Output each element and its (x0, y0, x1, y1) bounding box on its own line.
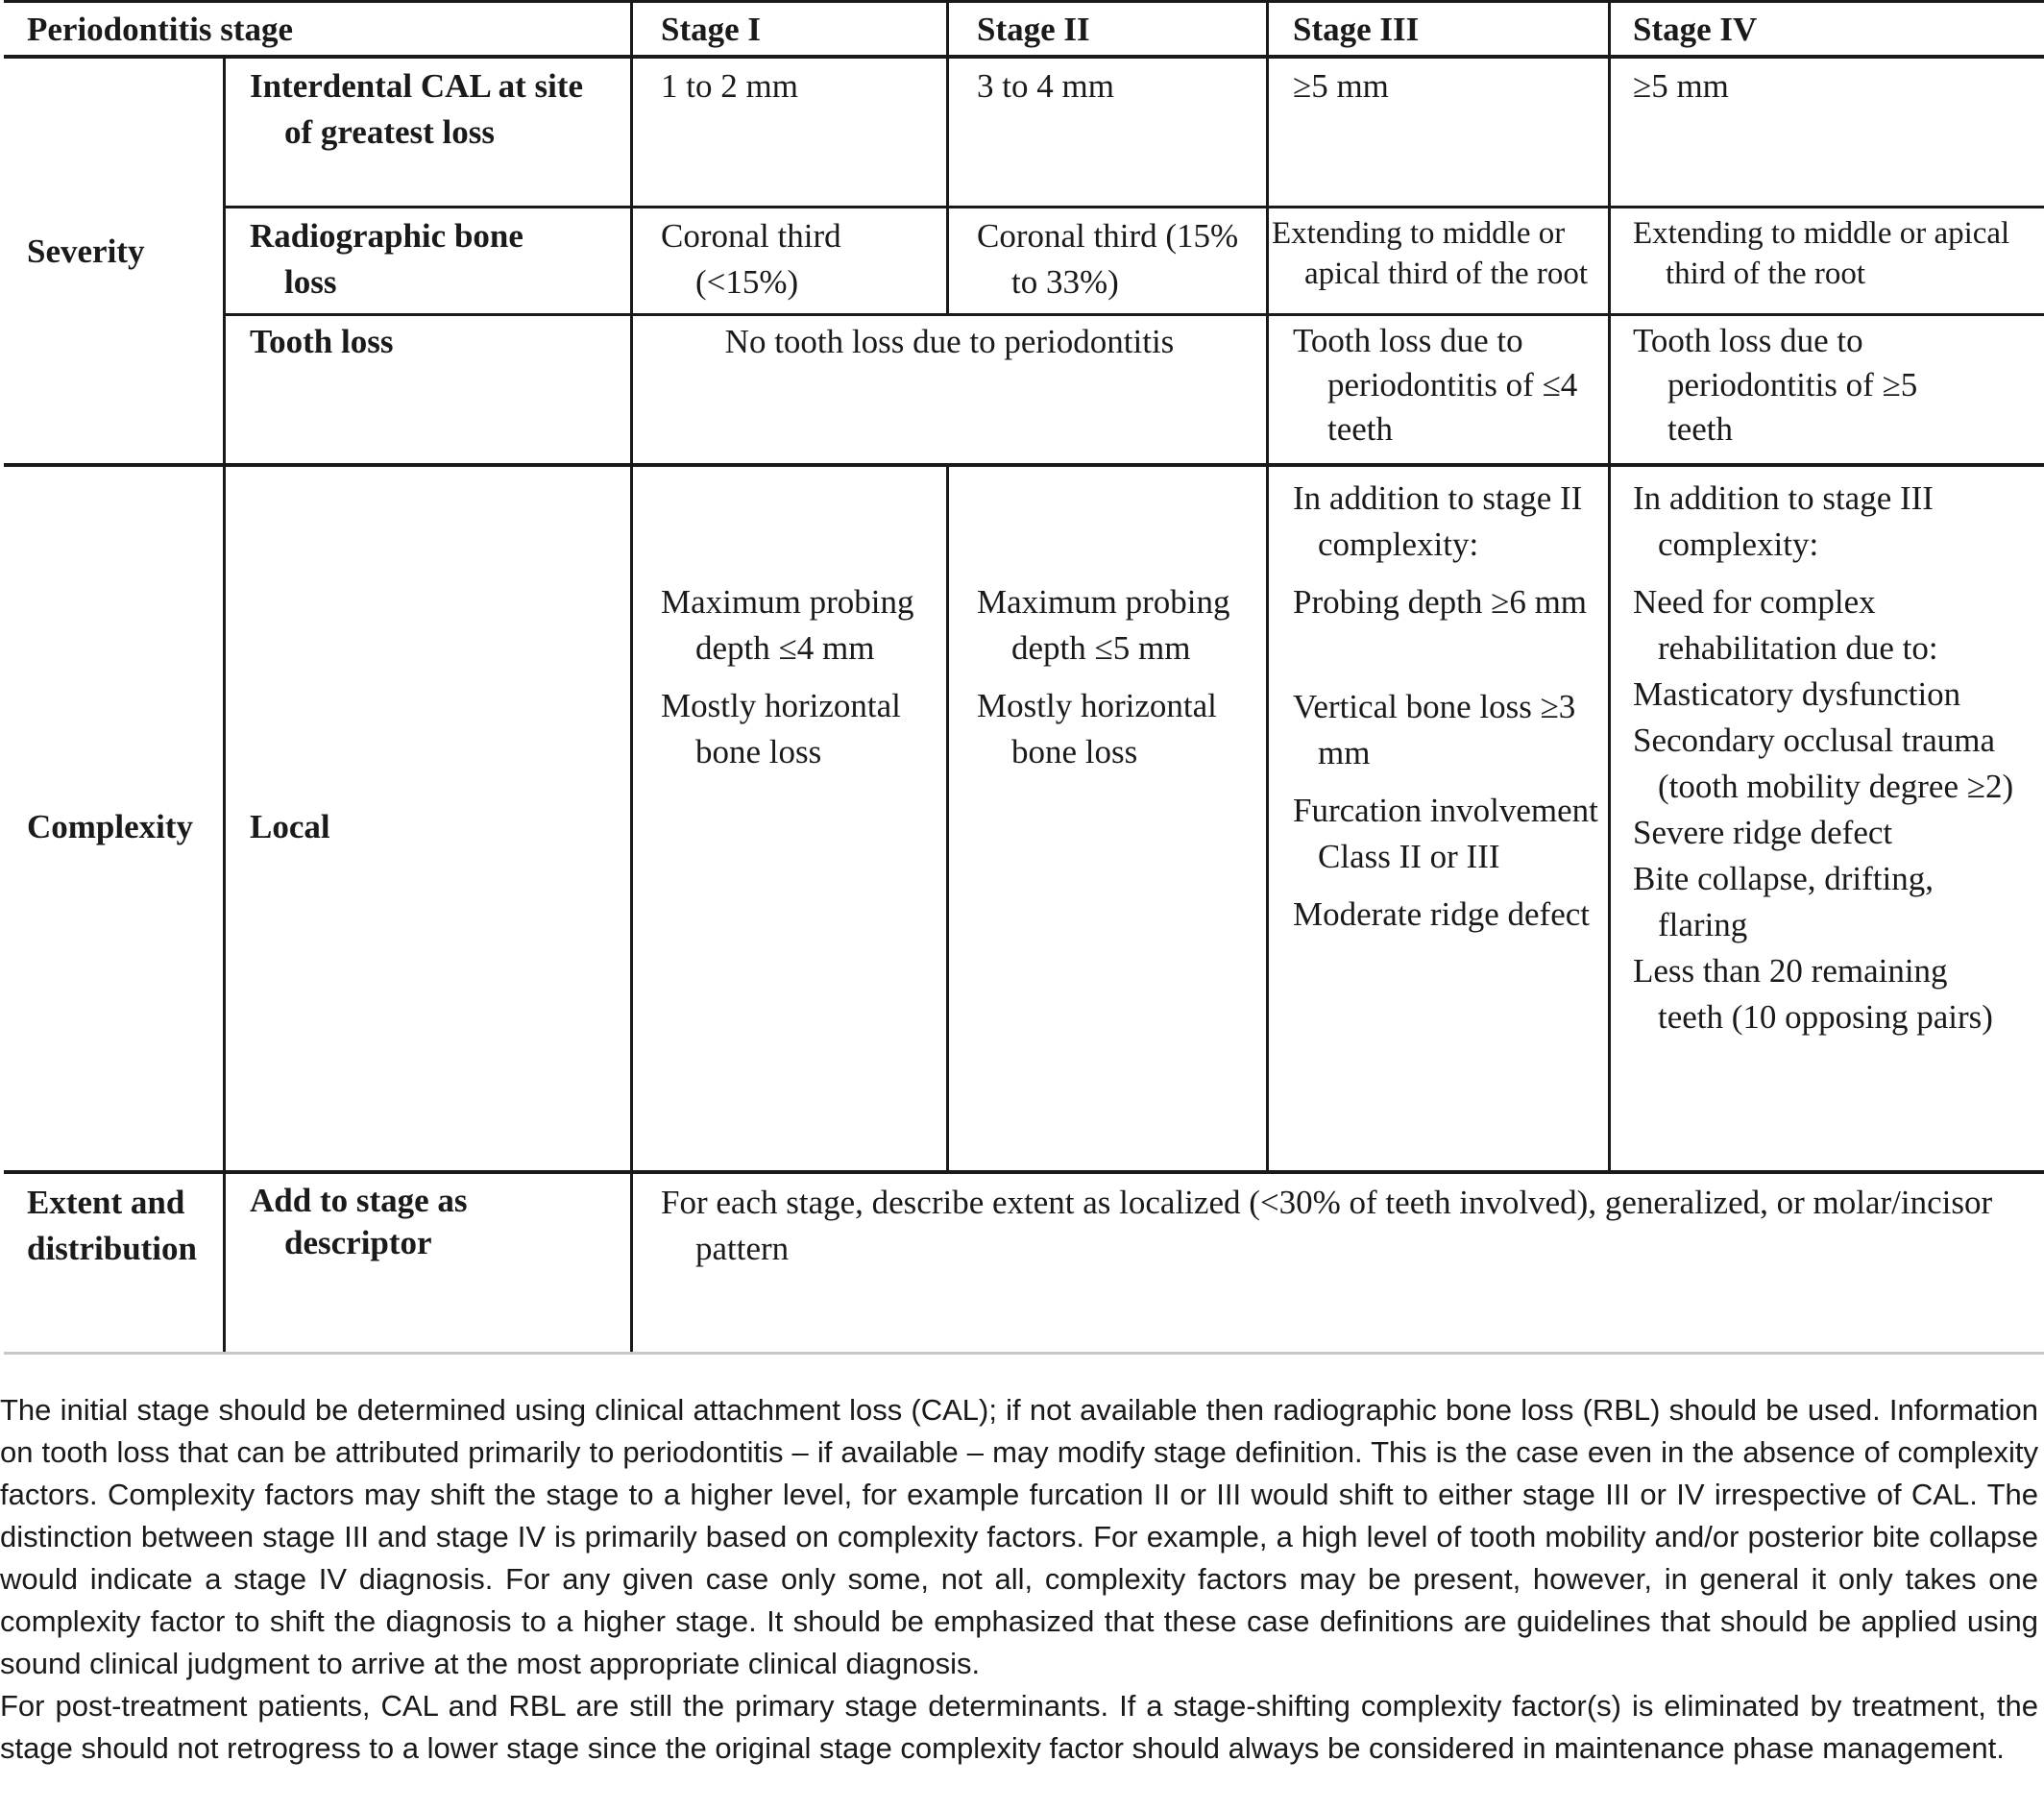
col-divider-1 (223, 59, 226, 1352)
tooth-loss-stage-1-2: No tooth loss due to periodontitis (724, 323, 1175, 360)
rbl-stage-1: Coronal third (<15%) (661, 217, 841, 301)
complexity-stage-4-item: Secondary occlusal trauma (tooth mobility degree ≥2) (1633, 722, 2014, 805)
complexity-stage-1-item: Mostly horizontal bone loss (661, 687, 901, 770)
complexity-stage-3-item: Vertical bone loss ≥3 mm (1293, 688, 1576, 771)
rbl-stage-3: Extending to middle or apical third of the root (1272, 216, 1589, 291)
cal-stage-1: 1 to 2 mm (661, 67, 798, 105)
cal-label: Interdental CAL at site of greatest loss (250, 67, 584, 151)
complexity-stage-4-item: Need for complex rehabilitation due to: (1633, 583, 1938, 667)
cal-stage-4: ≥5 mm (1633, 67, 1729, 105)
complexity-stage-4-item: Less than 20 remaining teeth (10 opposing pairs) (1633, 952, 1993, 1036)
complexity-stage-4 (1633, 476, 2017, 1040)
complexity-stage-3 (1293, 476, 1600, 938)
complexity-stage-1-item: Maximum probing depth ≤4 mm (661, 583, 914, 667)
header-stage-1: Stage I (661, 11, 762, 48)
cal-stage-3: ≥5 mm (1293, 67, 1389, 105)
header-stage-3: Stage III (1293, 11, 1420, 48)
extent-label: Extent and distribution (27, 1184, 197, 1267)
severity-cal-rule (225, 206, 2044, 208)
complexity-stage-3-item: Furcation involvement Class II or III (1293, 792, 1598, 875)
severity-rbl-rule (225, 313, 2044, 316)
extent-description: For each stage, describe extent as localized (<30% of teeth involved), generalized, or molar/incisor pattern (661, 1184, 1993, 1267)
col-divider-3-top (946, 0, 949, 313)
complexity-stage-3-item: In addition to stage II complexity: (1293, 479, 1583, 563)
col-divider-3-complexity (946, 467, 949, 1170)
tooth-loss-stage-3: Tooth loss due to periodontitis of ≤4 teeth (1293, 322, 1578, 448)
complexity-stage-4-item: Masticatory dysfunction (1633, 675, 1961, 713)
complexity-stage-4-item: Severe ridge defect (1633, 814, 1893, 851)
footnote-paragraph: The initial stage should be determined using clinical attachment loss (CAL); if not available then radiographic bone loss (RBL) should be used. Information on tooth loss that can be attributed primarily to periodontitis – if available – may modify stage definition. This is the case even in the absence of complexity factors. Complexity factors may shift the stage to a higher level, for example furcation II or III would shift to either stage III or IV irrespective of CAL. The distinction between stage III and stage IV is primarily based on complexity factors. For example, a high level of tooth mobility and/or posterior bite collapse would indicate a stage IV diagnosis. For any given case only some, not all, complexity factors may be present, however, in general it only takes one complexity factor to shift the diagnosis to a higher stage. It should be emphasized that these case definitions are guidelines that should be applied using sound clinical judgment to arrive at the most appropriate clinical diagnosis. (0, 1393, 2038, 1680)
col-divider-5 (1608, 0, 1611, 1170)
complexity-stage-3-item: Moderate ridge defect (1293, 895, 1591, 933)
complexity-stage-1 (661, 579, 939, 775)
table-footnotes (0, 1389, 2038, 1770)
header-stage-4: Stage IV (1633, 11, 1758, 48)
rbl-label: Radiographic bone loss (250, 217, 523, 301)
complexity-label: Complexity (27, 808, 194, 845)
severity-bottom-rule (4, 463, 2044, 467)
complexity-stage-2-item: Mostly horizontal bone loss (977, 687, 1217, 770)
complexity-local-label: Local (250, 808, 330, 845)
complexity-stage-4-item: In addition to stage III complexity: (1633, 479, 1934, 563)
complexity-bottom-rule (4, 1170, 2044, 1174)
rbl-stage-2: Coronal third (15% to 33%) (977, 217, 1239, 301)
tooth-loss-label: Tooth loss (250, 323, 394, 360)
complexity-stage-2-item: Maximum probing depth ≤5 mm (977, 583, 1230, 667)
footnote-paragraph: For post-treatment patients, CAL and RBL are still the primary stage determinants. If a stage-shifting complexity factor(s) is eliminated by treatment, the stage should not retrogress to a lower stage since the original stage complexity factor should always be considered in maintenance phase management. (0, 1689, 2038, 1765)
header-stage-2: Stage II (977, 11, 1090, 48)
complexity-stage-2 (977, 579, 1255, 775)
complexity-stage-3-item: Probing depth ≥6 mm (1293, 583, 1588, 621)
col-divider-4 (1266, 0, 1269, 1170)
col-divider-2 (630, 0, 633, 1352)
header-periodontitis-stage: Periodontitis stage (27, 11, 294, 48)
complexity-stage-4-item: Bite collapse, drifting, flaring (1633, 860, 1934, 943)
tooth-loss-stage-4: Tooth loss due to periodontitis of ≥5 teeth (1633, 322, 1918, 448)
severity-label: Severity (27, 232, 145, 270)
table-bottom-rule (4, 1352, 2044, 1355)
extent-sublabel: Add to stage as descriptor (250, 1182, 468, 1261)
rbl-stage-4: Extending to middle or apical third of the root (1633, 216, 2010, 291)
cal-stage-2: 3 to 4 mm (977, 67, 1114, 105)
